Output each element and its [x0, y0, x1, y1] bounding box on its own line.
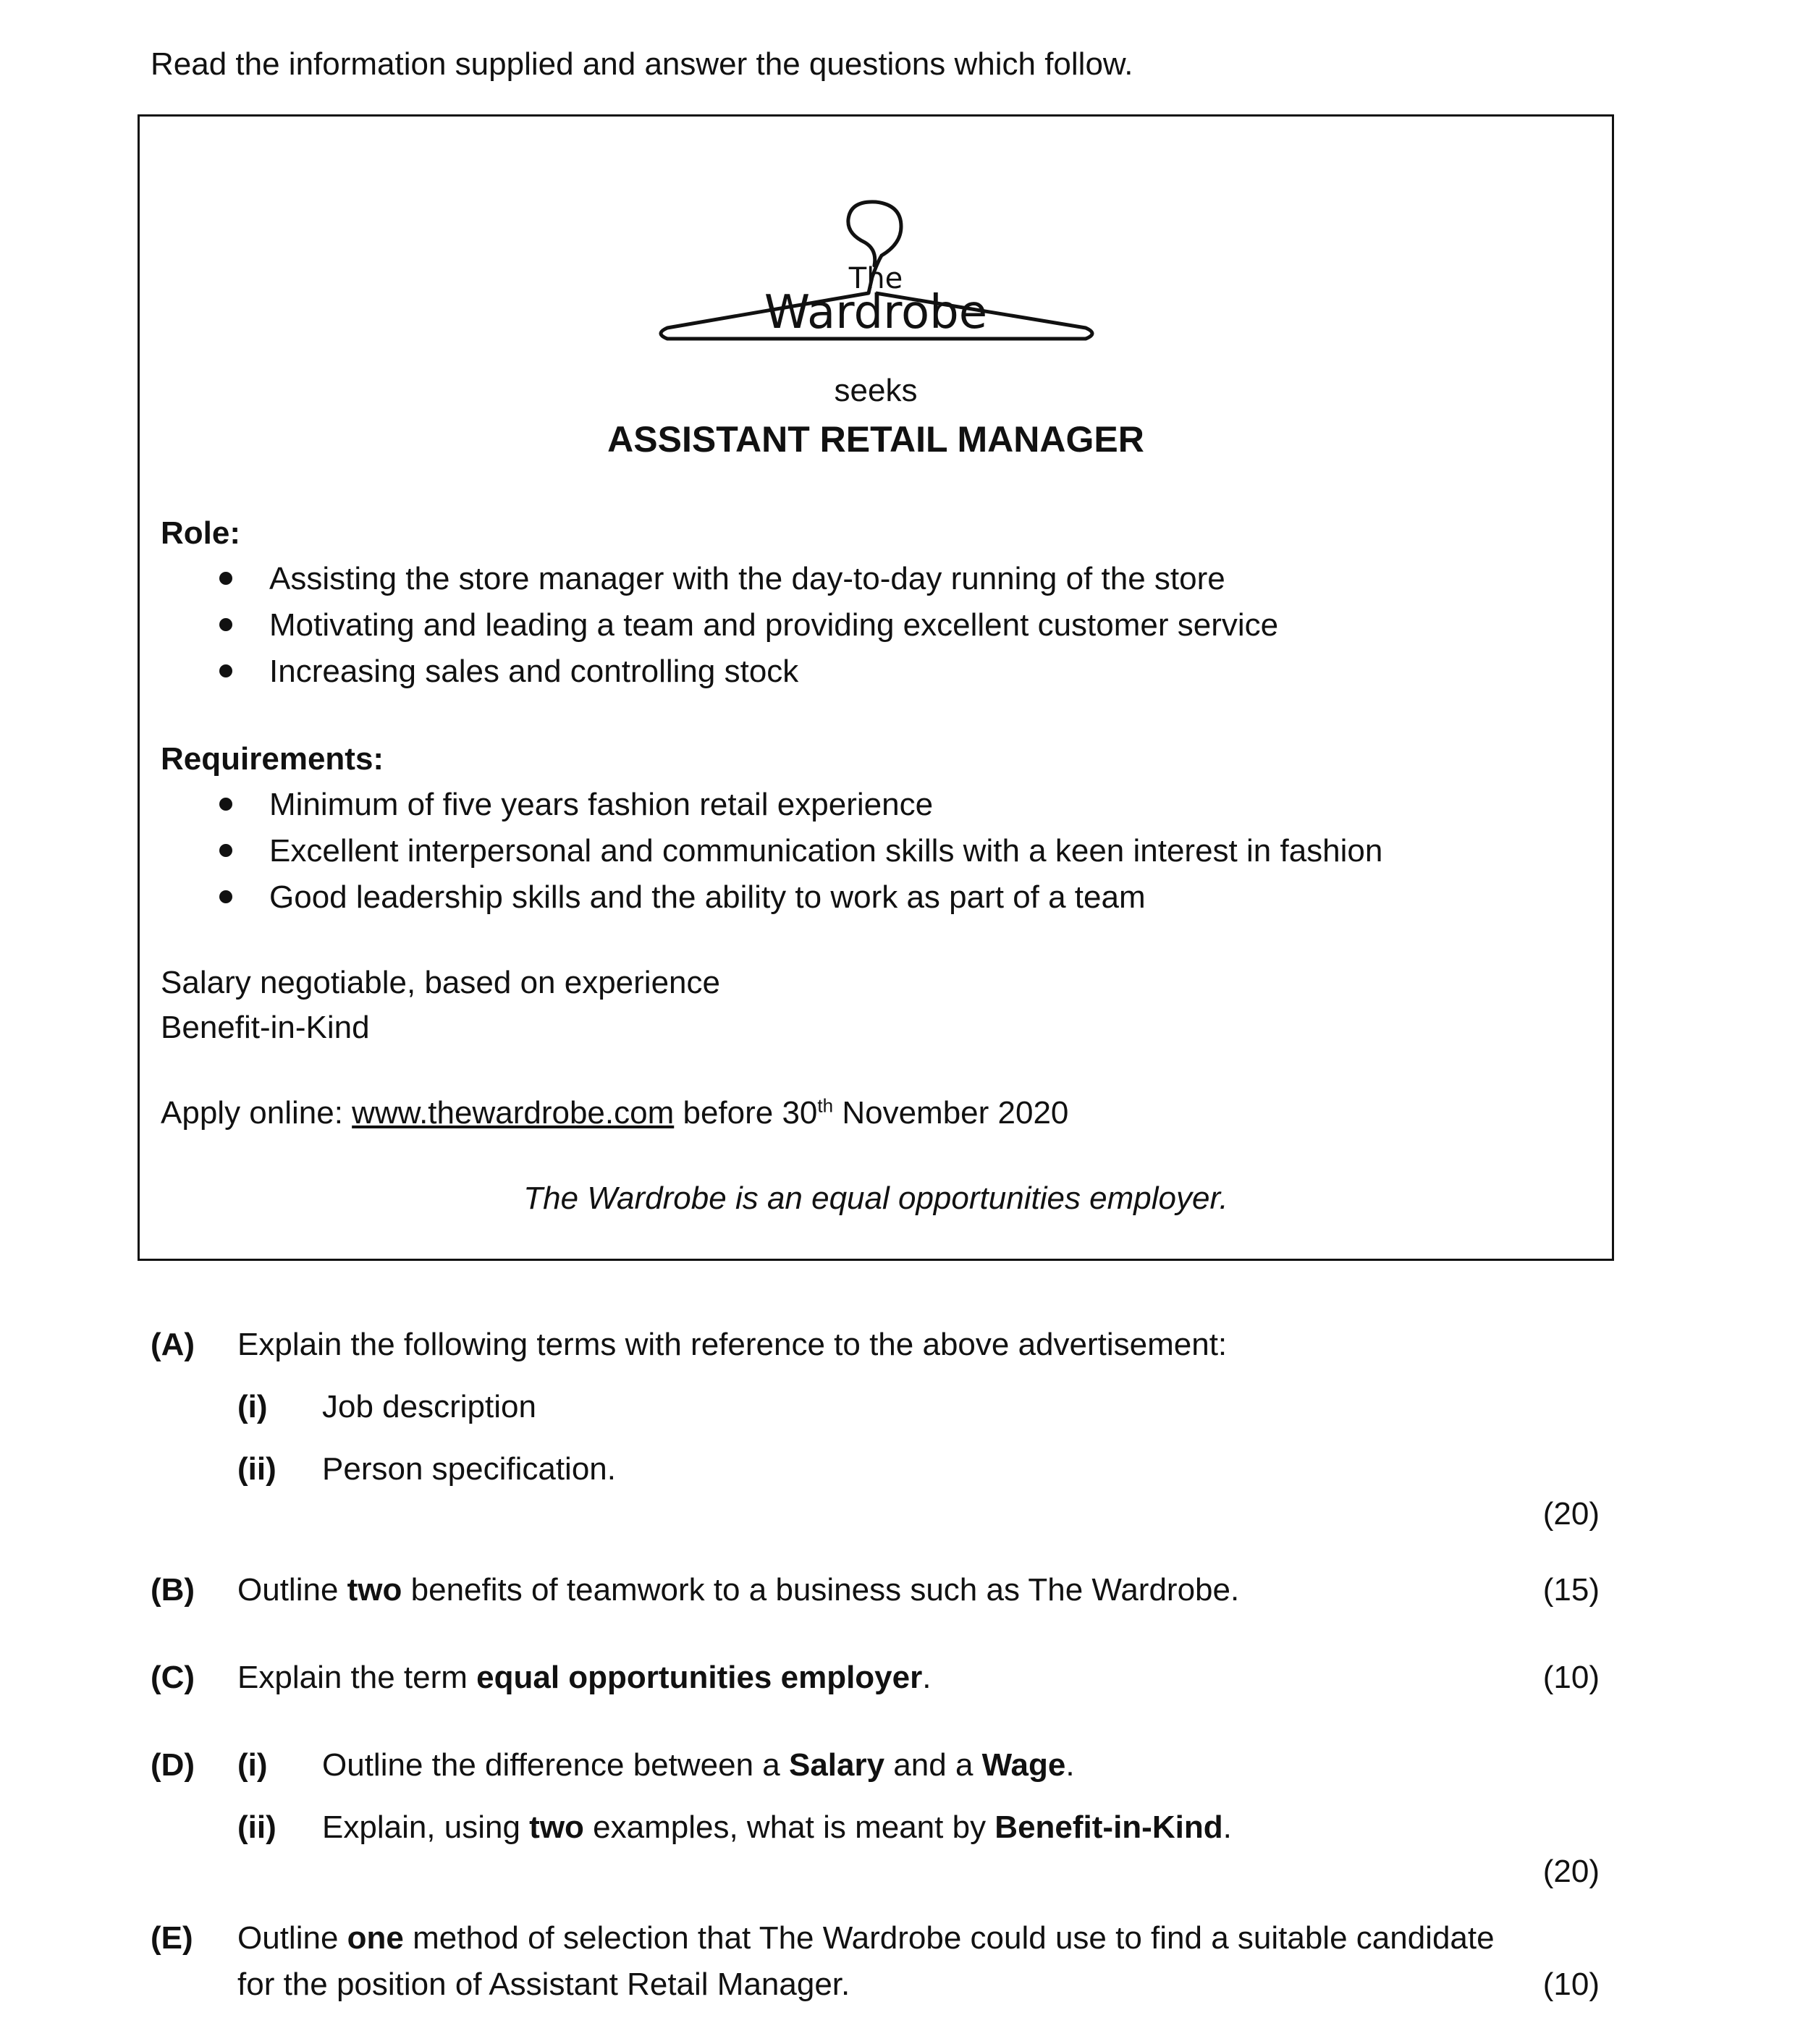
question-a-text: Explain the following terms with reference to the above advertisement: [237, 1327, 1228, 1362]
apply-suffix: November 2020 [833, 1095, 1069, 1131]
equal-opportunities-statement: The Wardrobe is an equal opportunities employer. [523, 1181, 1228, 1216]
question-b-text: Outline two benefits of teamwork to a business such as The Wardrobe. [237, 1572, 1240, 1608]
apply-link[interactable]: www.thewardrobe.com [352, 1095, 675, 1131]
bullet-icon [219, 798, 232, 811]
apply-mid: before 30 [674, 1095, 818, 1131]
requirement-item: Good leadership skills and the ability to work as part of a team [269, 879, 1146, 915]
question-d-marks: (20) [1542, 1854, 1600, 1889]
bullet-icon [219, 618, 232, 631]
question-c-label: (C) [151, 1660, 195, 1695]
salary-text: Salary negotiable, based on experience [161, 965, 720, 1000]
wardrobe-hanger-logo [651, 185, 1100, 373]
requirement-item: Excellent interpersonal and communication skills with a keen interest in fashion [269, 833, 1383, 869]
apply-prefix: Apply online: [161, 1095, 352, 1131]
requirement-item: Minimum of five years fashion retail experience [269, 787, 934, 822]
role-item: Assisting the store manager with the day-to-day running of the store [269, 561, 1225, 596]
logo-text-the: The [848, 262, 903, 295]
question-a-ii-text: Person specification. [322, 1451, 616, 1487]
question-d-i-label: (i) [237, 1747, 268, 1783]
instructions: Read the information supplied and answer the questions which follow. [151, 46, 1133, 82]
role-heading: Role: [161, 515, 240, 551]
logo-text-wardrobe: Wardrobe [764, 286, 988, 339]
benefit-text: Benefit-in-Kind [161, 1010, 370, 1045]
role-item: Motivating and leading a team and providing excellent customer service [269, 607, 1279, 643]
question-e-text-line2: for the position of Assistant Retail Manager. [237, 1967, 850, 2002]
question-a-ii-label: (ii) [237, 1451, 276, 1487]
job-title: ASSISTANT RETAIL MANAGER [607, 419, 1144, 460]
question-d-label: (D) [151, 1747, 195, 1783]
question-a-label: (A) [151, 1327, 195, 1362]
requirements-heading: Requirements: [161, 741, 384, 777]
question-a-i-text: Job description [322, 1389, 536, 1424]
question-e-label: (E) [151, 1920, 193, 1956]
question-c-text: Explain the term equal opportunities employer. [237, 1660, 932, 1695]
question-c-marks: (10) [1542, 1660, 1600, 1695]
question-e-marks: (10) [1542, 1967, 1600, 2002]
question-d-ii-text: Explain, using two examples, what is meant by Benefit-in-Kind. [322, 1809, 1232, 1845]
question-b-label: (B) [151, 1572, 195, 1608]
bullet-icon [219, 890, 232, 903]
question-a-marks: (20) [1542, 1496, 1600, 1532]
question-d-i-text: Outline the difference between a Salary and a Wage. [322, 1747, 1075, 1783]
apply-line [161, 1095, 1068, 1131]
bullet-icon [219, 664, 232, 677]
seeks-text: seeks [834, 373, 918, 408]
question-a-i-label: (i) [237, 1389, 268, 1424]
role-item: Increasing sales and controlling stock [269, 654, 799, 689]
question-b-marks: (15) [1542, 1572, 1600, 1608]
question-e-text: Outline one method of selection that The Wardrobe could use to find a suitable candidate [237, 1920, 1495, 1956]
apply-sup: th [817, 1094, 834, 1117]
bullet-icon [219, 844, 232, 857]
question-d-ii-label: (ii) [237, 1809, 276, 1845]
bullet-icon [219, 572, 232, 585]
